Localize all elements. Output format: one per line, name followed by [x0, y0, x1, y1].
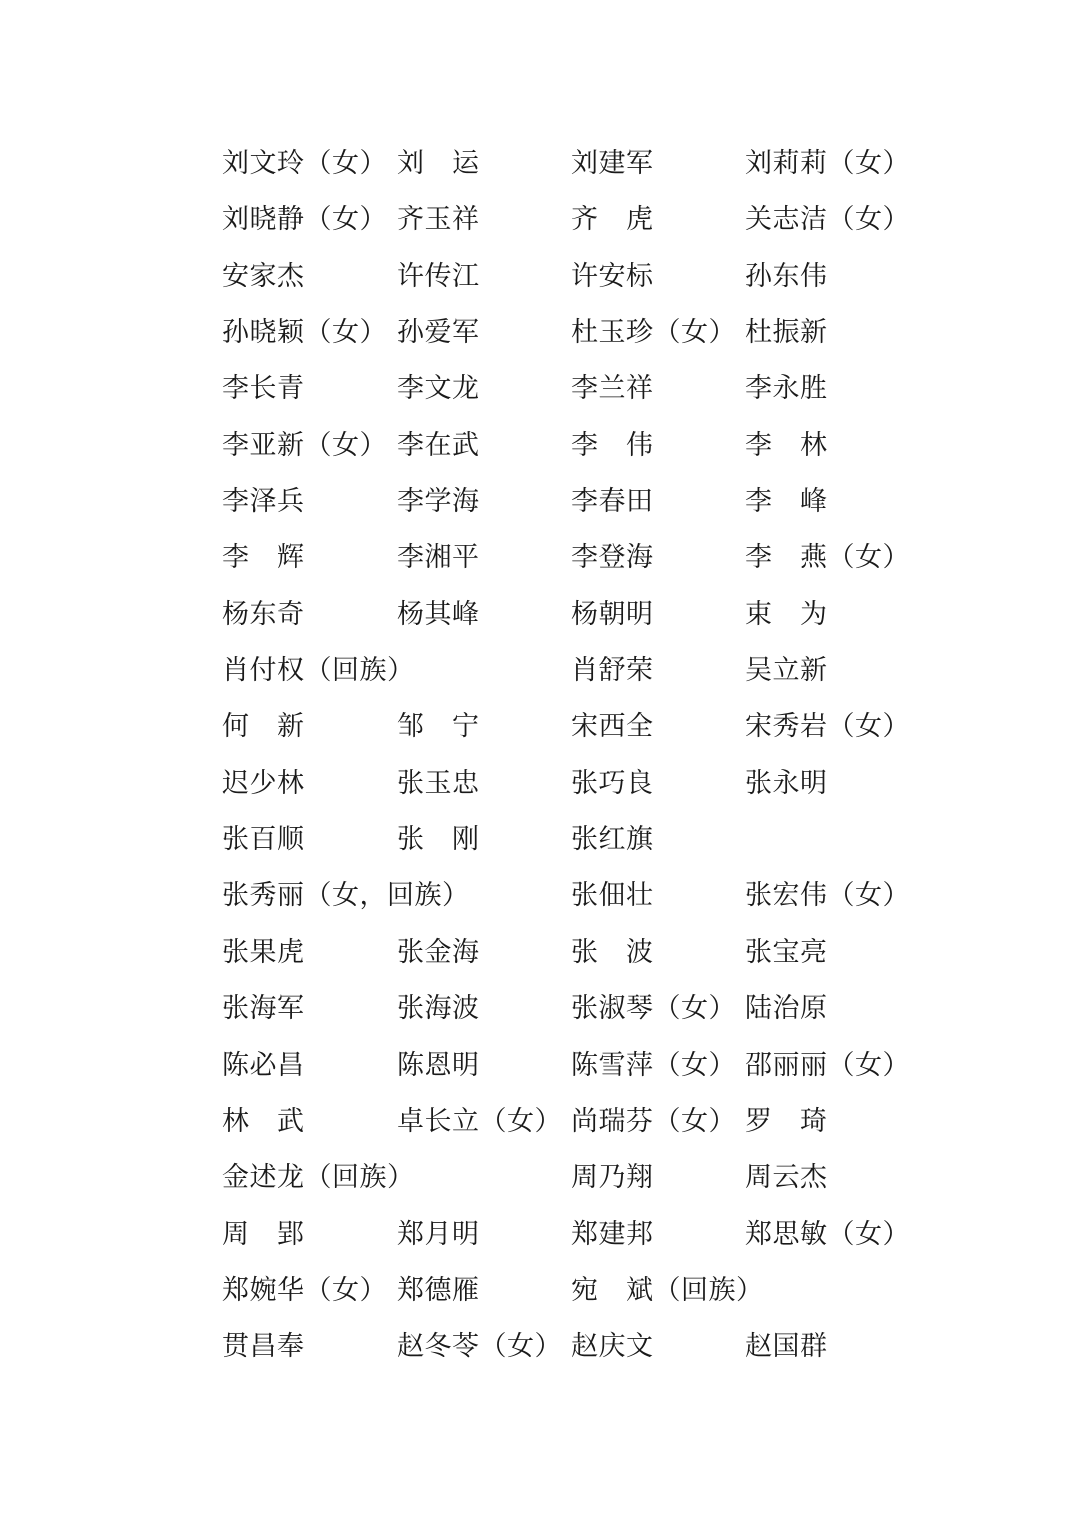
- name-entry: 宋秀岩（女）: [745, 711, 910, 743]
- name-entry: 陈必昌: [222, 1049, 305, 1081]
- name-entry: 张 波: [571, 936, 654, 968]
- name-row: [222, 587, 942, 643]
- name-entry: 邹 宁: [397, 711, 480, 743]
- name-entry: 李 伟: [571, 429, 654, 461]
- name-entry: 郑婉华（女）: [222, 1274, 387, 1306]
- name-entry: 张红旗: [571, 824, 654, 856]
- name-entry: 杨朝明: [571, 598, 654, 630]
- name-entry: 李泽兵: [222, 486, 305, 518]
- name-entry: 赵冬苓（女）: [397, 1331, 562, 1363]
- name-row: [222, 756, 942, 812]
- name-entry: 金述龙（回族）: [222, 1162, 415, 1194]
- name-row: [222, 981, 942, 1037]
- name-entry: 刘文玲（女）: [222, 148, 387, 179]
- name-entry: 杜玉珍（女）: [571, 317, 736, 349]
- name-entry: 张金海: [397, 936, 480, 968]
- name-entry: 贯昌奉: [222, 1331, 305, 1363]
- name-entry: 齐 虎: [571, 204, 654, 236]
- name-row: [222, 699, 942, 755]
- name-entry: 宛 斌（回族）: [571, 1274, 764, 1306]
- name-entry: 关志洁（女）: [745, 204, 910, 236]
- name-entry: 吴立新: [745, 655, 828, 687]
- name-entry: 宋西全: [571, 711, 654, 743]
- name-entry: 李 辉: [222, 542, 305, 574]
- name-entry: 张宝亮: [745, 936, 828, 968]
- name-entry: 刘建军: [571, 148, 654, 179]
- name-row: [222, 474, 942, 530]
- name-entry: 齐玉祥: [397, 204, 480, 236]
- name-entry: 张 刚: [397, 824, 480, 856]
- name-entry: 陈雪萍（女）: [571, 1049, 736, 1081]
- name-entry: 孙晓颖（女）: [222, 317, 387, 349]
- name-row: [222, 305, 942, 361]
- name-entry: 张巧良: [571, 767, 654, 799]
- name-entry: 卓长立（女）: [397, 1105, 562, 1137]
- name-entry: 迟少林: [222, 767, 305, 799]
- name-entry: 张佃壮: [571, 880, 654, 912]
- name-entry: 李登海: [571, 542, 654, 574]
- name-entry: 罗 琦: [745, 1105, 828, 1137]
- name-entry: 安家杰: [222, 260, 305, 292]
- name-entry: 何 新: [222, 711, 305, 743]
- name-entry: 刘晓静（女）: [222, 204, 387, 236]
- name-row: [222, 1150, 942, 1206]
- name-row: [222, 136, 942, 192]
- name-entry: 刘 运: [397, 148, 480, 179]
- name-entry: 张海波: [397, 993, 480, 1025]
- name-row: [222, 1207, 942, 1263]
- name-list: [222, 136, 942, 1376]
- name-entry: 刘莉莉（女）: [745, 148, 910, 179]
- name-entry: 张百顺: [222, 824, 305, 856]
- name-entry: 郑月明: [397, 1218, 480, 1250]
- name-entry: 李永胜: [745, 373, 828, 405]
- name-entry: 许传江: [397, 260, 480, 292]
- name-entry: 李亚新（女）: [222, 429, 387, 461]
- name-row: [222, 1038, 942, 1094]
- name-entry: 陈恩明: [397, 1049, 480, 1081]
- name-row: [222, 643, 942, 699]
- name-entry: 李学海: [397, 486, 480, 518]
- name-entry: 孙东伟: [745, 260, 828, 292]
- name-entry: 周 郢: [222, 1218, 305, 1250]
- name-entry: 李 燕（女）: [745, 542, 910, 574]
- name-entry: 李在武: [397, 429, 480, 461]
- name-entry: 杜振新: [745, 317, 828, 349]
- name-row: [222, 530, 942, 586]
- name-entry: 李湘平: [397, 542, 480, 574]
- name-entry: 赵国群: [745, 1331, 828, 1363]
- name-entry: 李 林: [745, 429, 828, 461]
- name-entry: 张果虎: [222, 936, 305, 968]
- name-entry: 赵庆文: [571, 1331, 654, 1363]
- name-entry: 许安标: [571, 260, 654, 292]
- name-row: [222, 1263, 942, 1319]
- name-entry: 张永明: [745, 767, 828, 799]
- name-entry: 陆治原: [745, 993, 828, 1025]
- name-entry: 束 为: [745, 598, 828, 630]
- name-entry: 周云杰: [745, 1162, 828, 1194]
- name-row: [222, 361, 942, 417]
- name-entry: 林 武: [222, 1105, 305, 1137]
- name-row: [222, 192, 942, 248]
- name-row: [222, 1319, 942, 1375]
- name-entry: 郑思敏（女）: [745, 1218, 910, 1250]
- name-entry: 邵丽丽（女）: [745, 1049, 910, 1081]
- name-entry: 张淑琴（女）: [571, 993, 736, 1025]
- name-row: [222, 1094, 942, 1150]
- name-entry: 孙爱军: [397, 317, 480, 349]
- name-row: [222, 418, 942, 474]
- name-entry: 李兰祥: [571, 373, 654, 405]
- name-entry: 尚瑞芬（女）: [571, 1105, 736, 1137]
- name-entry: 张海军: [222, 993, 305, 1025]
- name-row: [222, 925, 942, 981]
- name-entry: 周乃翔: [571, 1162, 654, 1194]
- name-entry: 杨东奇: [222, 598, 305, 630]
- name-entry: 郑建邦: [571, 1218, 654, 1250]
- name-entry: 李 峰: [745, 486, 828, 518]
- name-entry: 李春田: [571, 486, 654, 518]
- name-entry: 张秀丽（女，回族）: [222, 880, 470, 912]
- name-entry: 李文龙: [397, 373, 480, 405]
- name-entry: 李长青: [222, 373, 305, 405]
- name-entry: 杨其峰: [397, 598, 480, 630]
- name-entry: 肖付权（回族）: [222, 655, 415, 687]
- name-row: [222, 812, 942, 868]
- name-entry: 郑德雁: [397, 1274, 480, 1306]
- name-entry: 张宏伟（女）: [745, 880, 910, 912]
- name-row: [222, 249, 942, 305]
- name-row: [222, 868, 942, 924]
- name-entry: 张玉忠: [397, 767, 480, 799]
- name-entry: 肖舒荣: [571, 655, 654, 687]
